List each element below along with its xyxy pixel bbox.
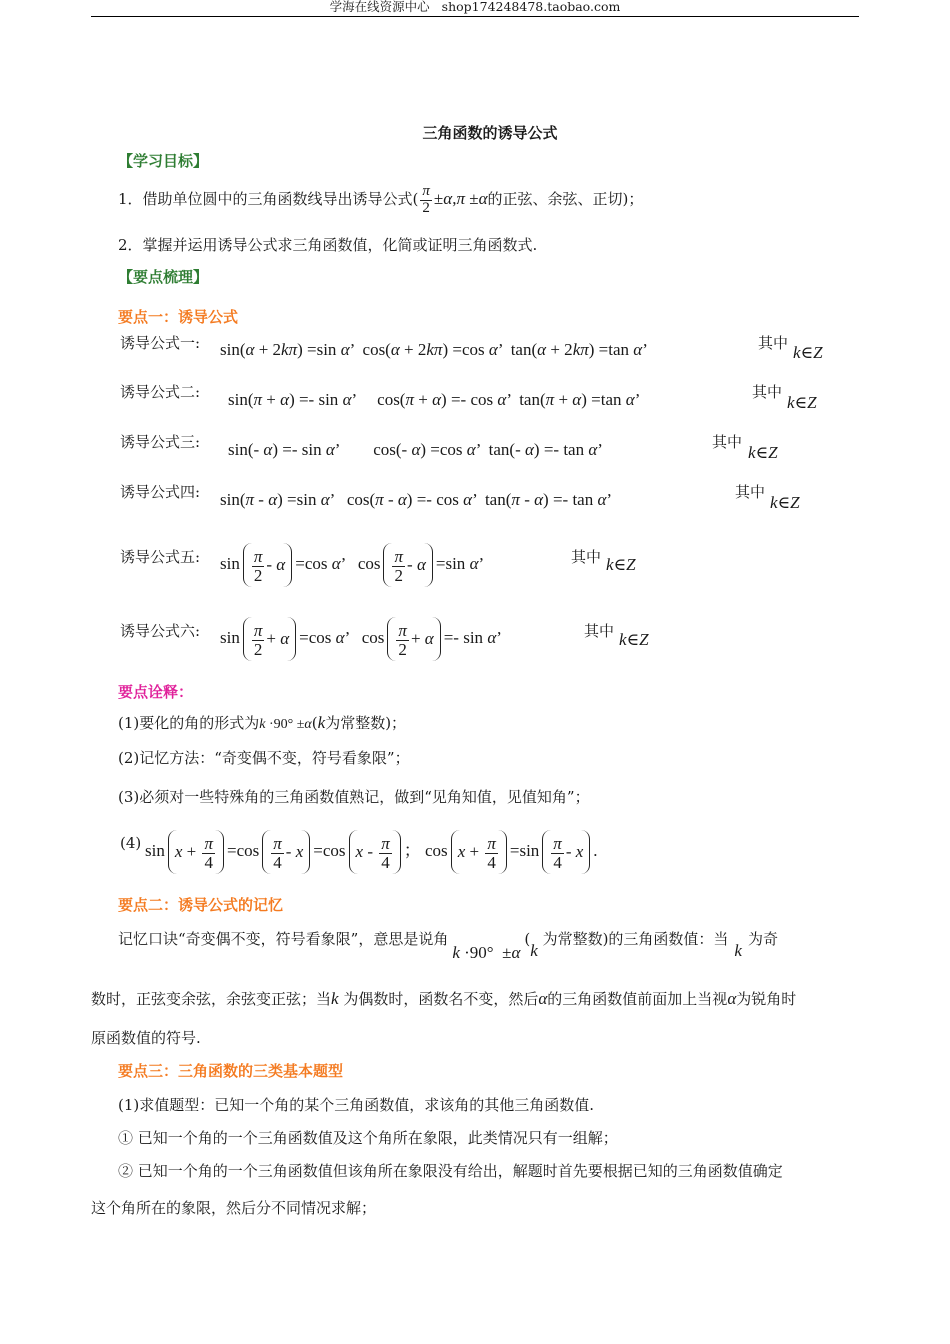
formula1-label: 诱导公式一: xyxy=(120,334,201,352)
kp2-para-line2: 数时，正弦变余弦，余弦变正弦；当k 为偶数时，函数名不变，然后α的三角函数值前面加上当视α为锐角时 xyxy=(91,989,797,1008)
header-shop: shop174248478.taobao.com xyxy=(441,0,621,14)
page-header xyxy=(91,0,859,17)
note-4-label: (4) xyxy=(120,834,142,852)
formula3-kz: k∈Z xyxy=(748,443,778,462)
formula1-qizhong: 其中 xyxy=(758,334,789,352)
formula6: sin $\frac{\pi}{2}$ + α =cos α’ cos $\frac{\pi}{2}$ + α =- sin α’ xyxy=(220,617,502,661)
formula5-label: 诱导公式五: xyxy=(120,548,201,566)
formula5-qizhong: 其中 xyxy=(571,548,602,566)
kp2-para-line3: 原函数值的符号. xyxy=(91,1029,201,1047)
kp3-item-2: ① 已知一个角的一个三角函数值及这个角所在象限，此类情况只有一组解； xyxy=(118,1129,618,1147)
formula6-label: 诱导公式六: xyxy=(120,622,201,640)
goal-item-1: 1．借助单位圆中的三角函数线导出诱导公式( $\frac{\pi}{2}$ ±α,π ±α的正弦、余弦、正切)； xyxy=(118,183,644,216)
formula3-qizhong: 其中 xyxy=(712,433,743,451)
formula2: sin(π + α) =- sin α’ cos(π + α) =- cos α’ tan(π + α) =tan α’ xyxy=(228,390,641,409)
formula5-kz: k∈Z xyxy=(606,555,636,574)
formula3: sin(- α) =- sin α’ cos(- α) =cos α’ tan(- α) =- tan α’ xyxy=(228,440,603,459)
note-3: (3)必须对一些特殊角的三角函数值熟记，做到“见角知值，见值知角”； xyxy=(118,788,590,806)
formula1: sin(α + 2kπ) =sin α’ cos(α + 2kπ) =cos α’ tan(α + 2kπ) =tan α’ xyxy=(220,340,648,359)
formula6-qizhong: 其中 xyxy=(584,622,615,640)
formula4: sin(π - α) =sin α’ cos(π - α) =- cos α’ tan(π - α) =- tan α’ xyxy=(220,490,613,509)
formula4-label: 诱导公式四: xyxy=(120,483,201,501)
kp1-heading: 要点一：诱导公式 xyxy=(118,308,239,326)
kp3-item-3: ② 已知一个角的一个三角函数值但该角所在象限没有给出，解题时首先要根据已知的三角函数值确定 xyxy=(118,1162,783,1180)
formula6-kz: k∈Z xyxy=(619,630,649,649)
note-1: (1)要化的角的形式为k ·90° ±α(k为常整数)； xyxy=(118,713,407,732)
formula3-label: 诱导公式三: xyxy=(120,433,201,451)
formula4-qizhong: 其中 xyxy=(735,483,766,501)
formula2-label: 诱导公式二: xyxy=(120,383,201,401)
page-title: 三角函数的诱导公式 xyxy=(422,124,558,142)
formula2-kz: k∈Z xyxy=(787,393,817,412)
header-site: 学海在线资源中心 xyxy=(329,0,430,14)
kp3-item-3-cont: 这个角所在的象限，然后分不同情况求解； xyxy=(91,1199,377,1217)
goal-item-2: 2．掌握并运用诱导公式求三角函数值，化简或证明三角函数式. xyxy=(118,236,538,254)
note-2: (2)记忆方法：“奇变偶不变，符号看象限”； xyxy=(118,749,410,767)
kp3-item-1: (1)求值题型：已知一个角的某个三角函数值，求该角的其他三角函数值. xyxy=(118,1096,595,1114)
goals-heading: 【学习目标】 xyxy=(118,152,209,170)
kp2-para-line1: 记忆口诀“奇变偶不变，符号看象限”，意思是说角k ·90° ±α(k 为常整数)的三角函数值：当k为奇 xyxy=(118,930,778,962)
notes-heading: 要点诠释： xyxy=(118,683,194,701)
summary-heading: 【要点梳理】 xyxy=(118,268,209,286)
formula2-qizhong: 其中 xyxy=(752,383,783,401)
kp2-heading: 要点二：诱导公式的记忆 xyxy=(118,896,284,914)
formula1-kz: k∈Z xyxy=(793,343,823,362)
formula4-kz: k∈Z xyxy=(770,493,800,512)
note-4-formula: sin x + $\frac{\pi}{4}$ =cos $\frac{\pi}{4}$ - x =cos x - $\frac{\pi}{4}$ ； cos x + $\frac{\pi}{4}$ =sin $\frac{\pi}{4}$ - x . xyxy=(145,830,598,874)
kp3-heading: 要点三：三角函数的三类基本题型 xyxy=(118,1062,344,1080)
formula5: sin $\frac{\pi}{2}$ - α =cos α’ cos $\frac{\pi}{2}$ - α =sin α’ xyxy=(220,543,484,587)
